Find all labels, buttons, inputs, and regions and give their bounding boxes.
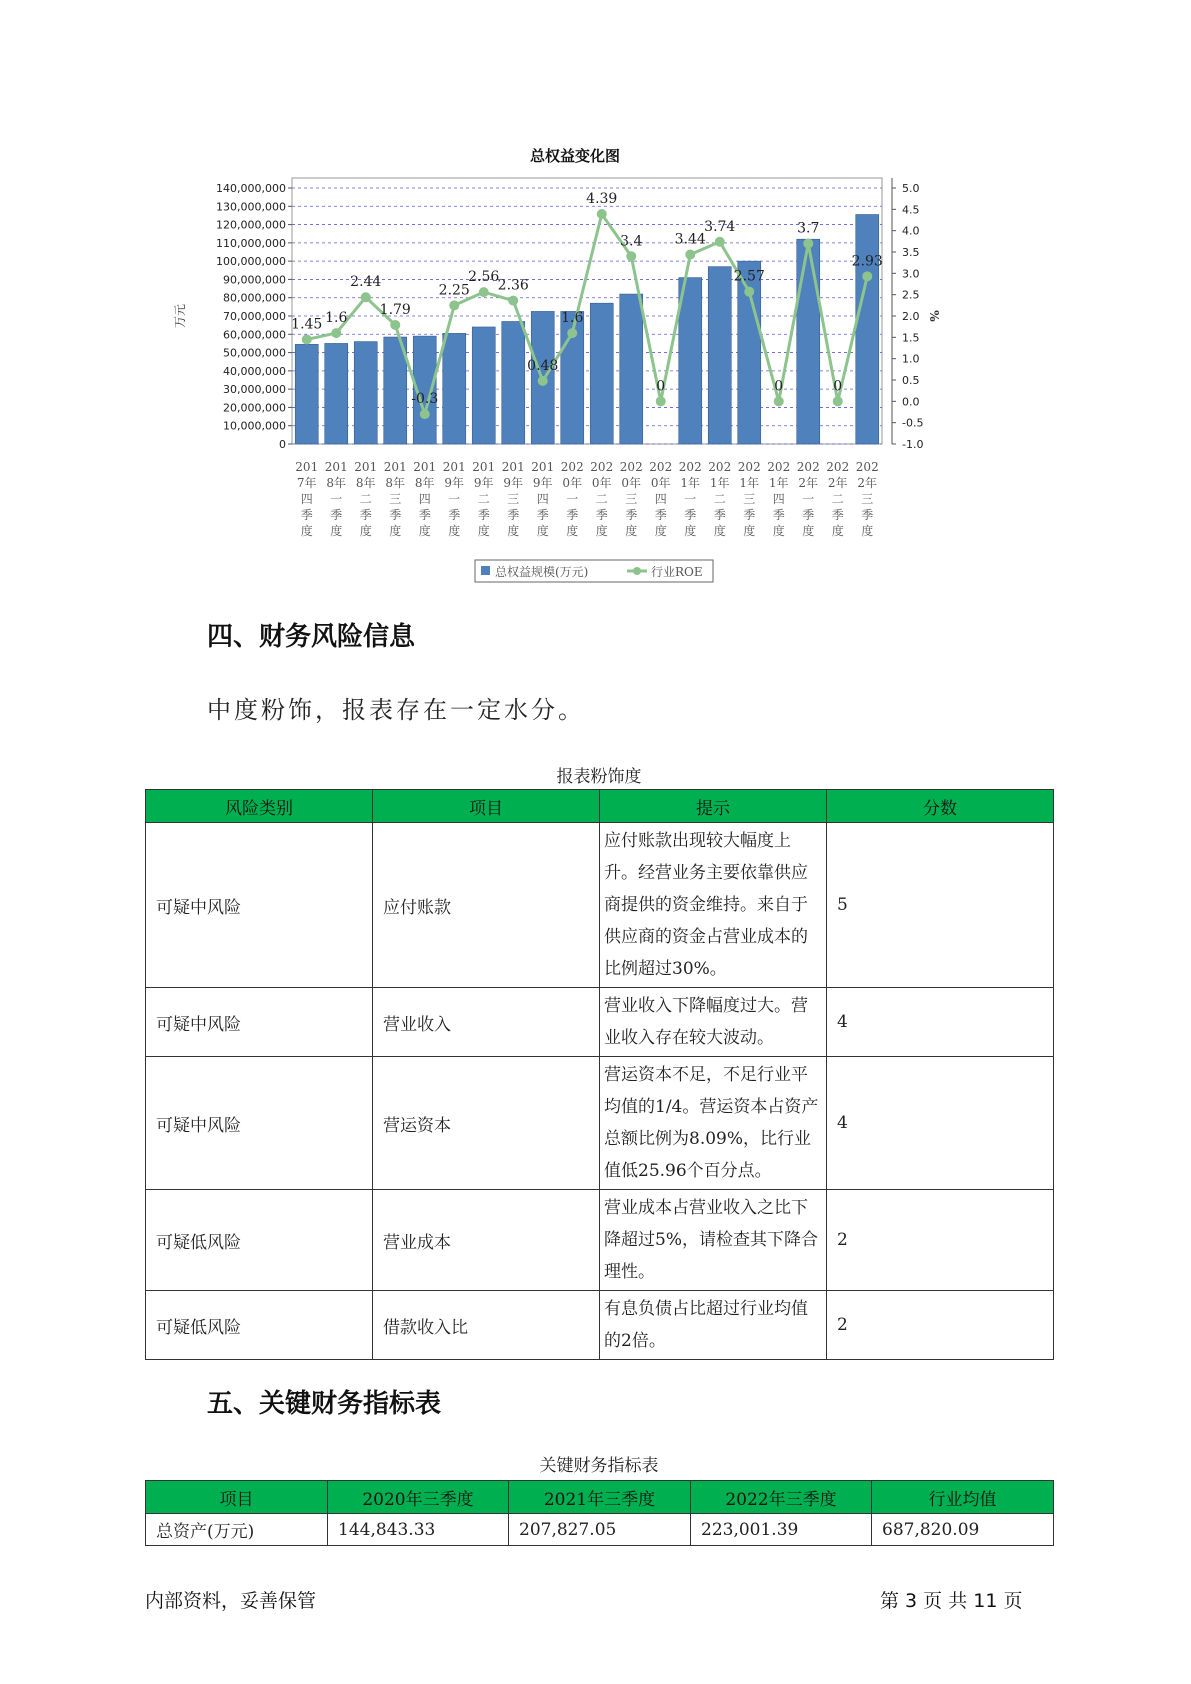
x-tick-label: 一 [802, 492, 815, 506]
x-tick-label: 三 [507, 492, 520, 506]
item-cell: 营业成本 [373, 1190, 600, 1291]
roe-data-label: -0.3 [411, 391, 439, 408]
header-hint: 提示 [600, 790, 827, 823]
x-tick-label: 二 [477, 492, 490, 506]
x-tick-label: 201 [501, 460, 525, 474]
bar [502, 321, 525, 444]
roe-data-label: 3.4 [620, 233, 643, 250]
roe-point [862, 271, 872, 281]
x-tick-label: 季 [507, 508, 520, 522]
legend-bar-swatch [481, 566, 490, 575]
risk-table [145, 789, 1054, 1360]
roe-data-label: 3.7 [797, 220, 820, 237]
x-tick-label: 季 [448, 508, 461, 522]
table-row [146, 823, 1054, 988]
x-tick-label: 202 [737, 460, 761, 474]
x-tick-label: 四 [418, 492, 431, 506]
y-tick-label-left: 90,000,000 [223, 273, 286, 287]
x-tick-label: 季 [595, 508, 608, 522]
score-cell: 4 [827, 1057, 1054, 1190]
x-tick-label: 1年 [739, 476, 760, 490]
y-tick-label-right: 0.0 [902, 395, 920, 409]
y-tick-label-left: 120,000,000 [216, 218, 286, 232]
y-tick-label-right: 0.5 [902, 374, 920, 387]
roe-data-label: 3.74 [704, 218, 736, 235]
x-tick-label: 201 [531, 460, 555, 474]
roe-data-label: 4.39 [586, 191, 618, 208]
x-tick-label: 201 [472, 460, 496, 474]
x-tick-label: 度 [595, 524, 608, 538]
bar [325, 343, 348, 444]
x-tick-label: 季 [802, 508, 815, 522]
x-tick-label: 二 [595, 492, 608, 506]
x-tick-label: 9年 [444, 476, 465, 490]
x-tick-label: 9年 [532, 476, 553, 490]
roe-data-label: 0 [656, 378, 666, 395]
roe-data-label: 2.25 [438, 282, 470, 299]
equity-chart [175, 135, 975, 605]
value-cell: 687,820.09 [872, 1514, 1054, 1546]
roe-point [685, 250, 695, 260]
risk-table-header-row [146, 790, 1054, 823]
bar [708, 267, 731, 444]
roe-data-label: 1.79 [379, 301, 411, 318]
legend-line-label: 行业ROE [651, 565, 703, 579]
x-tick-label: 季 [831, 508, 844, 522]
item-cell: 借款收入比 [373, 1291, 600, 1360]
y-tick-label-right: 3.0 [902, 267, 920, 281]
x-tick-label: 季 [743, 508, 756, 522]
hint-cell: 营业成本占营业收入之比下降超过5%，请检查其下降合理性。 [600, 1190, 827, 1291]
roe-point [597, 209, 607, 219]
y-tick-label-right: 4.5 [902, 203, 920, 217]
key-table-caption: 关键财务指标表 [539, 1456, 659, 1476]
roe-data-label: 1.45 [291, 316, 323, 333]
x-tick-label: 度 [448, 524, 461, 538]
risk-category-cell: 可疑低风险 [146, 1291, 373, 1360]
x-tick-label: 0年 [562, 476, 583, 490]
x-tick-label: 季 [300, 508, 313, 522]
x-tick-label: 2年 [798, 476, 819, 490]
x-tick-label: 二 [831, 492, 844, 506]
table-row [146, 1291, 1054, 1360]
x-tick-label: 季 [684, 508, 697, 522]
y-tick-label-left: 100,000,000 [216, 255, 286, 269]
x-tick-label: 201 [442, 460, 466, 474]
x-tick-label: 0年 [621, 476, 642, 490]
roe-data-label: 2.57 [733, 268, 765, 285]
bar [443, 333, 466, 444]
footer-confidential-note: 内部资料，妥善保管 [145, 1590, 317, 1612]
x-tick-label: 度 [566, 524, 579, 538]
roe-data-label: 0 [833, 378, 843, 395]
section5-heading: 五、关键财务指标表 [207, 1389, 442, 1419]
roe-point [803, 238, 813, 248]
y-tick-label-right: 1.0 [902, 352, 920, 366]
item-cell: 总资产(万元) [146, 1514, 328, 1546]
y-axis-title-left: 万元 [173, 303, 187, 329]
hint-cell: 有息负债占比超过行业均值的2倍。 [600, 1291, 827, 1360]
x-tick-label: 三 [625, 492, 638, 506]
x-tick-label: 度 [300, 524, 313, 538]
roe-point [833, 396, 843, 406]
x-tick-label: 季 [389, 508, 402, 522]
footer-page-number: 第 3 页 共 11 页 [880, 1590, 1023, 1612]
x-tick-label: 四 [300, 492, 313, 506]
x-tick-label: 202 [855, 460, 879, 474]
x-tick-label: 度 [684, 524, 697, 538]
y-tick-label-left: 140,000,000 [216, 182, 286, 195]
y-tick-label-left: 30,000,000 [223, 383, 286, 397]
x-tick-label: 202 [796, 460, 820, 474]
header-industry-avg: 行业均值 [872, 1481, 1054, 1514]
x-tick-label: 9年 [503, 476, 524, 490]
x-tick-label: 二 [359, 492, 372, 506]
roe-point [626, 251, 636, 261]
y-tick-label-right: -0.5 [902, 416, 924, 430]
x-tick-label: 二 [713, 492, 726, 506]
x-tick-label: 度 [389, 524, 402, 538]
hint-cell: 营运资本不足，不足行业平均值的1/4。营运资本占资产总额比例为8.09%，比行业值低25.96个百分点。 [600, 1057, 827, 1190]
header-2022q3: 2022年三季度 [691, 1481, 872, 1514]
y-tick-label-left: 60,000,000 [223, 328, 286, 342]
x-tick-label: 季 [713, 508, 726, 522]
y-tick-label-right: 1.5 [902, 331, 920, 345]
x-tick-label: 201 [354, 460, 378, 474]
header-item: 项目 [146, 1481, 328, 1514]
bar [856, 215, 879, 444]
header-2020q3: 2020年三季度 [328, 1481, 509, 1514]
hint-cell: 营业收入下降幅度过大。营业收入存在较大波动。 [600, 988, 827, 1057]
risk-table-caption: 报表粉饰度 [556, 767, 642, 787]
bar [590, 303, 613, 444]
x-tick-label: 8年 [326, 476, 347, 490]
x-tick-label: 2年 [827, 476, 848, 490]
y-tick-label-left: 80,000,000 [223, 291, 286, 305]
roe-point [302, 334, 312, 344]
hint-cell: 应付账款出现较大幅度上升。经营业务主要依靠供应商提供的资金维持。来自于供应商的资金占营业成本的比例超过30%。 [600, 823, 827, 988]
x-tick-label: 1年 [680, 476, 701, 490]
roe-point [656, 396, 666, 406]
x-tick-label: 季 [330, 508, 343, 522]
item-cell: 应付账款 [373, 823, 600, 988]
roe-point [567, 328, 577, 338]
x-tick-label: 0年 [650, 476, 671, 490]
roe-point [331, 328, 341, 338]
score-cell: 2 [827, 1291, 1054, 1360]
table-row [146, 988, 1054, 1057]
x-tick-label: 四 [536, 492, 549, 506]
x-tick-label: 度 [802, 524, 815, 538]
header-item: 项目 [373, 790, 600, 823]
x-tick-label: 0年 [591, 476, 612, 490]
risk-category-cell: 可疑中风险 [146, 823, 373, 988]
x-tick-label: 季 [566, 508, 579, 522]
x-tick-label: 201 [295, 460, 319, 474]
x-tick-label: 度 [861, 524, 874, 538]
score-cell: 2 [827, 1190, 1054, 1291]
bar [295, 344, 318, 444]
x-tick-label: 2年 [857, 476, 878, 490]
x-tick-label: 一 [684, 492, 697, 506]
x-tick-label: 季 [654, 508, 667, 522]
y-axis-title-right: % [927, 310, 941, 322]
roe-point [479, 287, 489, 297]
x-tick-label: 度 [743, 524, 756, 538]
x-tick-label: 一 [448, 492, 461, 506]
bar [679, 278, 702, 444]
x-tick-label: 季 [418, 508, 431, 522]
x-tick-label: 201 [383, 460, 407, 474]
roe-data-label: 1.6 [561, 310, 584, 327]
risk-category-cell: 可疑中风险 [146, 1057, 373, 1190]
y-tick-label-left: 110,000,000 [216, 236, 286, 250]
key-indicator-table [145, 1480, 1054, 1546]
x-tick-label: 202 [708, 460, 732, 474]
score-cell: 5 [827, 823, 1054, 988]
y-tick-label-right: 4.0 [902, 224, 920, 238]
x-tick-label: 201 [324, 460, 348, 474]
roe-point [361, 292, 371, 302]
y-tick-label-right: 3.5 [902, 246, 920, 259]
roe-point [715, 237, 725, 247]
x-tick-label: 季 [536, 508, 549, 522]
x-tick-label: 202 [767, 460, 791, 474]
bar [472, 327, 495, 444]
x-tick-label: 三 [861, 492, 874, 506]
risk-category-cell: 可疑低风险 [146, 1190, 373, 1291]
roe-data-label: 2.44 [350, 274, 382, 291]
score-cell: 4 [827, 988, 1054, 1057]
x-tick-label: 四 [772, 492, 785, 506]
y-tick-label-left: 130,000,000 [216, 200, 286, 214]
x-tick-label: 度 [477, 524, 490, 538]
x-tick-label: 度 [330, 524, 343, 538]
bar [797, 239, 820, 444]
header-risk-category: 风险类别 [146, 790, 373, 823]
x-tick-label: 7年 [296, 476, 317, 490]
roe-point [420, 409, 430, 419]
x-tick-label: 四 [654, 492, 667, 506]
roe-data-label: 3.44 [674, 231, 706, 248]
roe-point [390, 320, 400, 330]
legend-line-marker [633, 567, 641, 575]
roe-data-label: 1.6 [325, 310, 348, 327]
x-tick-label: 202 [826, 460, 850, 474]
header-score: 分数 [827, 790, 1054, 823]
x-tick-label: 度 [654, 524, 667, 538]
y-tick-label-right: -1.0 [902, 438, 924, 451]
x-tick-label: 202 [678, 460, 702, 474]
x-tick-label: 三 [389, 492, 402, 506]
bar [620, 294, 643, 444]
table-row [146, 1190, 1054, 1291]
x-tick-label: 季 [359, 508, 372, 522]
x-tick-label: 8年 [355, 476, 376, 490]
x-tick-label: 度 [713, 524, 726, 538]
x-tick-label: 202 [619, 460, 643, 474]
chart-title: 总权益变化图 [529, 147, 620, 165]
y-tick-label-left: 50,000,000 [223, 346, 286, 360]
value-cell: 223,001.39 [691, 1514, 872, 1546]
x-tick-label: 季 [625, 508, 638, 522]
roe-data-label: 2.56 [468, 269, 500, 286]
roe-point [449, 300, 459, 310]
roe-data-label: 0 [774, 378, 784, 395]
y-tick-label-right: 2.0 [902, 310, 920, 323]
x-tick-label: 201 [413, 460, 437, 474]
y-tick-label-left: 70,000,000 [223, 310, 286, 323]
x-tick-label: 202 [649, 460, 673, 474]
key-table-header-row [146, 1481, 1054, 1514]
x-tick-label: 一 [330, 492, 343, 506]
x-tick-label: 季 [477, 508, 490, 522]
value-cell: 144,843.33 [328, 1514, 509, 1546]
x-tick-label: 度 [831, 524, 844, 538]
table-row [146, 1057, 1054, 1190]
section4-heading: 四、财务风险信息 [207, 622, 416, 652]
y-tick-label-left: 20,000,000 [223, 401, 286, 415]
bar [354, 342, 377, 444]
x-tick-label: 度 [507, 524, 520, 538]
risk-category-cell: 可疑中风险 [146, 988, 373, 1057]
section4-paragraph: 中度粉饰，报表存在一定水分。 [207, 696, 585, 724]
x-tick-label: 202 [590, 460, 614, 474]
y-tick-label-right: 5.0 [902, 182, 920, 195]
x-tick-label: 季 [772, 508, 785, 522]
y-tick-label-right: 2.5 [902, 288, 920, 302]
legend-bar-label: 总权益规模(万元) [495, 565, 589, 579]
x-tick-label: 1年 [768, 476, 789, 490]
y-tick-label-left: 10,000,000 [223, 419, 286, 433]
item-cell: 营运资本 [373, 1057, 600, 1190]
x-tick-label: 季 [861, 508, 874, 522]
value-cell: 207,827.05 [509, 1514, 691, 1546]
x-tick-label: 一 [566, 492, 579, 506]
roe-point [774, 396, 784, 406]
roe-data-label: 2.36 [497, 277, 529, 294]
y-tick-label-left: 0 [279, 438, 286, 451]
table-row [146, 1514, 1054, 1546]
x-tick-label: 9年 [473, 476, 494, 490]
x-tick-label: 度 [418, 524, 431, 538]
x-tick-label: 三 [743, 492, 756, 506]
header-2021q3: 2021年三季度 [509, 1481, 691, 1514]
x-tick-label: 8年 [385, 476, 406, 490]
x-tick-label: 度 [536, 524, 549, 538]
x-tick-label: 1年 [709, 476, 730, 490]
x-tick-label: 8年 [414, 476, 435, 490]
roe-data-label: 2.93 [851, 253, 883, 270]
equity-chart-svg [175, 135, 975, 605]
roe-point [538, 376, 548, 386]
x-tick-label: 度 [772, 524, 785, 538]
roe-data-label: 0.48 [527, 357, 559, 374]
roe-point [744, 287, 754, 297]
x-tick-label: 度 [359, 524, 372, 538]
x-tick-label: 202 [560, 460, 584, 474]
item-cell: 营业收入 [373, 988, 600, 1057]
x-tick-label: 度 [625, 524, 638, 538]
roe-point [508, 296, 518, 306]
y-tick-label-left: 40,000,000 [223, 364, 286, 378]
